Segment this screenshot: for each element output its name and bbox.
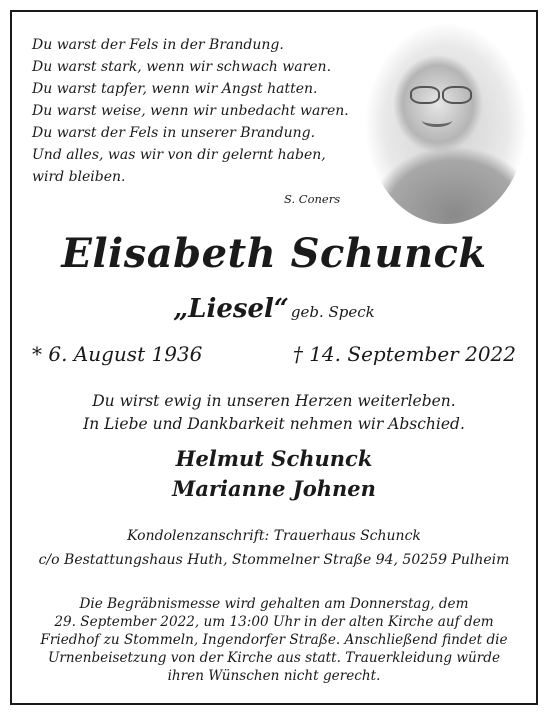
farewell-line: In Liebe und Dankbarkeit nehmen wir Abschied. xyxy=(83,415,465,433)
death-date: † 14. September 2022 xyxy=(292,342,516,366)
address-line: Kondolenzanschrift: Trauerhaus Schunck xyxy=(127,528,421,544)
farewell-line: Du wirst ewig in unseren Herzen weiterleben. xyxy=(92,392,456,410)
nickname-line xyxy=(12,294,536,324)
funeral-line: Friedhof zu Stommeln, Ingendorfer Straße. Anschließend findet die xyxy=(40,632,508,648)
poem-author: S. Coners xyxy=(284,192,341,206)
deceased-name: Elisabeth Schunck xyxy=(61,230,487,277)
funeral-line: Die Begräbnismesse wird gehalten am Donnerstag, dem xyxy=(79,596,469,612)
poem-line: Du warst stark, wenn wir schwach waren. xyxy=(32,59,332,75)
poem xyxy=(32,34,352,188)
mourner-name: Helmut Schunck xyxy=(175,446,373,471)
obituary-card xyxy=(10,10,538,705)
portrait-photo xyxy=(366,24,526,224)
mourner-name: Marianne Johnen xyxy=(172,476,376,501)
funeral-notice xyxy=(12,595,536,685)
birth-name: geb. Speck xyxy=(290,303,375,321)
farewell-text xyxy=(12,390,536,436)
birth-date: * 6. August 1936 xyxy=(32,342,203,366)
mourners xyxy=(12,444,536,504)
nickname: „Liesel“ xyxy=(173,294,289,324)
funeral-line: ihren Wünschen nicht gerecht. xyxy=(167,668,381,684)
smile xyxy=(422,114,452,127)
poem-line: Du warst der Fels in der Brandung. xyxy=(32,37,284,53)
poem-line: wird bleiben. xyxy=(32,169,126,185)
poem-line: Du warst tapfer, wenn wir Angst hatten. xyxy=(32,81,318,97)
glasses-right-lens xyxy=(442,86,472,104)
poem-line: Du warst weise, wenn wir unbedacht waren. xyxy=(32,103,349,119)
address-line: c/o Bestattungshaus Huth, Stommelner Straße 94, 50259 Pulheim xyxy=(38,552,510,568)
condolence-address xyxy=(12,524,536,572)
glasses-left-lens xyxy=(410,86,440,104)
poem-line: Und alles, was wir von dir gelernt haben, xyxy=(32,147,326,163)
poem-line: Du warst der Fels in unserer Brandung. xyxy=(32,125,316,141)
funeral-line: Urnenbeisetzung von der Kirche aus statt. Trauerkleidung würde xyxy=(47,650,501,666)
funeral-line: 29. September 2022, um 13:00 Uhr in der alten Kirche auf dem xyxy=(54,614,494,630)
